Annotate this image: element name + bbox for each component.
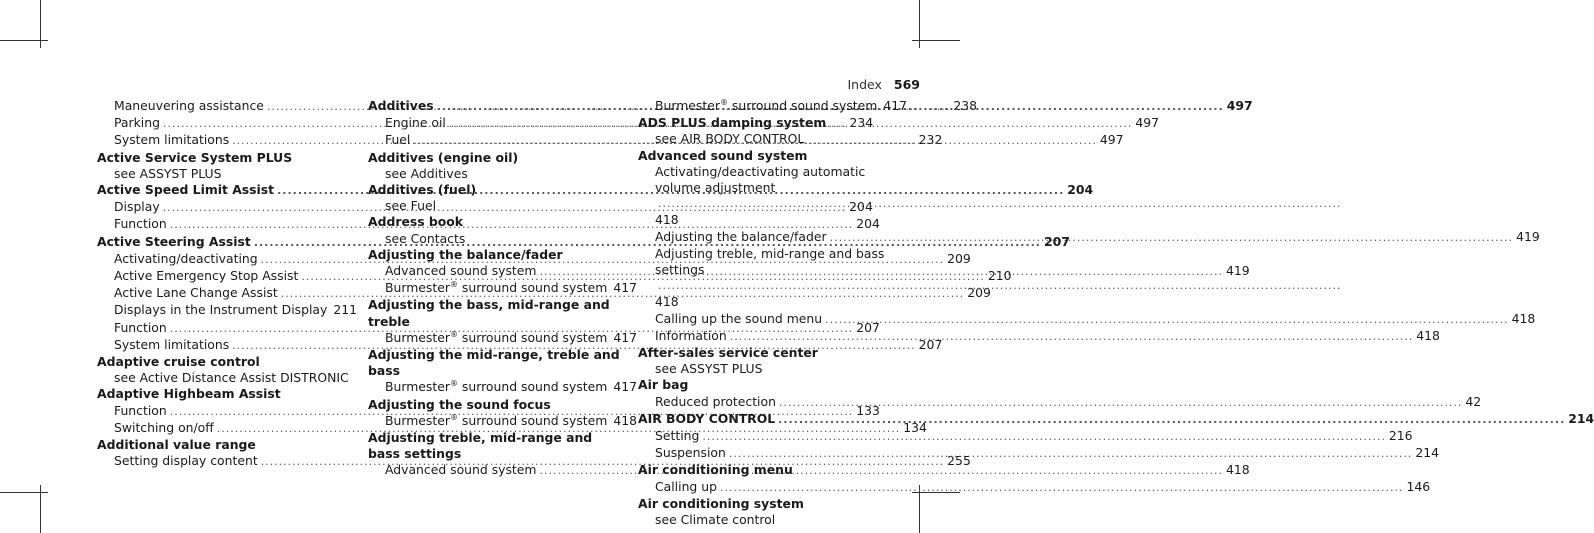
index-subentry <box>638 246 886 311</box>
subentry-text <box>655 229 827 245</box>
index-entry <box>638 496 886 528</box>
index-heading: After-sales service center <box>638 345 818 361</box>
index-subentry <box>368 379 638 396</box>
subentry-label: Calling up the sound menu <box>655 310 823 326</box>
index-subentry <box>97 302 358 319</box>
page-ref[interactable]: 418 <box>1416 327 1440 343</box>
subentry-text <box>655 164 886 196</box>
see-reference[interactable]: see Active Distance Assist DISTRONIC <box>114 370 349 386</box>
page-ref[interactable]: 497 <box>1226 98 1253 113</box>
subentry-text <box>385 413 607 429</box>
index-heading: Advanced sound system <box>638 147 808 163</box>
subentry-label: Function <box>114 319 167 335</box>
subentry-label: Reduced protection <box>655 393 776 409</box>
dot-leader <box>658 278 1341 294</box>
page-ref[interactable]: 204 <box>856 216 880 232</box>
subentry-label-rest: surround sound system <box>727 98 878 113</box>
see-reference[interactable]: see AIR BODY CONTROL <box>655 131 805 147</box>
registered-mark: ® <box>449 412 458 422</box>
page-ref[interactable]: 210 <box>987 268 1012 284</box>
page-ref[interactable]: 232 <box>918 132 943 148</box>
subentry-label: Adjusting treble, mid-range and bass settings <box>655 245 885 278</box>
index-heading: Active Service System PLUS <box>97 149 293 165</box>
subentry-label: Active Emergency Stop Assist <box>114 268 299 284</box>
registered-mark: ® <box>719 97 728 107</box>
page-ref[interactable]: 255 <box>947 453 971 469</box>
subentry-label: Suspension <box>655 445 726 461</box>
subentry-label: System limitations <box>114 132 230 148</box>
index-subentry <box>368 412 638 430</box>
subentry-label: Burmester <box>655 98 720 113</box>
index-heading: ADS PLUS damping system <box>638 115 827 131</box>
index-heading: Adjusting the sound focus <box>368 396 551 412</box>
page-ref[interactable]: 418 <box>613 412 638 428</box>
subentry-label: Function <box>114 402 167 418</box>
page-ref[interactable]: 204 <box>1067 182 1094 198</box>
subentry-label: Maneuvering assistance <box>114 98 264 113</box>
page-ref[interactable]: 42 <box>1465 393 1482 409</box>
index-entry <box>368 396 638 430</box>
page-ref[interactable]: 417 <box>613 280 638 296</box>
index-heading: Additives (fuel) <box>368 182 477 198</box>
subentry-text <box>385 379 607 395</box>
page-number: 569 <box>893 77 920 92</box>
index-entry <box>368 150 626 182</box>
subentry-label: Burmester <box>385 379 450 395</box>
page-ref[interactable]: 204 <box>849 199 873 215</box>
page-ref[interactable]: 209 <box>967 285 991 301</box>
subentry-label: Information <box>655 327 727 343</box>
index-entry <box>638 97 908 115</box>
subentry-text <box>114 251 258 267</box>
subentry-text <box>655 311 822 327</box>
subentry-text <box>655 246 886 278</box>
crop-mark <box>0 492 48 493</box>
page-ref[interactable]: 238 <box>953 98 978 113</box>
heading-text: Active Speed Limit Assist <box>97 182 275 198</box>
subentry-label-rest: surround sound system <box>457 329 608 345</box>
subentry-label: Displays in the Instrument Display <box>114 302 328 318</box>
subentry-text <box>114 320 167 336</box>
index-subentry <box>638 393 1482 411</box>
page-ref[interactable]: 417 <box>613 379 638 395</box>
subentry-text <box>114 403 167 419</box>
subentry-label: Setting display content <box>114 453 258 469</box>
page-ref[interactable]: 418 <box>655 212 679 228</box>
index-heading: Air bag <box>638 377 689 393</box>
registered-mark: ® <box>449 379 458 389</box>
page-ref[interactable]: 419 <box>1225 263 1250 279</box>
subentry-label-rest: surround sound system <box>457 412 608 428</box>
subentry-label: Parking <box>114 115 160 131</box>
subentry-label: Switching on/off <box>114 419 214 435</box>
index-subentry <box>638 478 1431 496</box>
page-ref[interactable]: 418 <box>655 294 679 310</box>
page-ref[interactable]: 211 <box>333 302 358 318</box>
page-ref[interactable]: 497 <box>1099 132 1124 148</box>
subentry-text <box>385 263 536 279</box>
subentry-text <box>385 462 536 478</box>
page-ref[interactable]: 418 <box>1225 462 1250 478</box>
subentry-label: Activating/deactivating <box>114 250 258 266</box>
dot-leader <box>729 446 1412 462</box>
index-heading: Adjusting treble, mid-range and bass settings <box>368 430 593 462</box>
index-heading: Adaptive cruise control <box>97 354 260 370</box>
page-ref[interactable]: 417 <box>883 98 908 113</box>
index-entry <box>368 182 626 214</box>
subentry-text <box>114 115 160 131</box>
index-heading: Address book <box>368 214 464 230</box>
see-reference[interactable]: see Additives <box>385 165 468 181</box>
subentry-label: Advanced sound system <box>385 462 537 478</box>
subentry-text <box>114 302 327 318</box>
subentry-text <box>655 428 699 444</box>
page-ref[interactable]: 418 <box>1511 310 1536 326</box>
subentry-label: Burmester <box>385 280 450 296</box>
subentry-text <box>385 330 607 346</box>
index-heading: Air conditioning system <box>638 495 804 511</box>
page-ref[interactable]: 497 <box>1135 115 1160 131</box>
index-entry <box>368 214 626 246</box>
subentry-text <box>655 394 776 410</box>
subentry-text <box>114 268 298 284</box>
index-entry <box>97 354 349 386</box>
subentry-text <box>114 199 160 215</box>
index-subentry <box>638 310 1536 328</box>
page-ref[interactable]: 207 <box>856 319 880 335</box>
subentry-label: Function <box>114 216 167 232</box>
page-ref[interactable]: 207 <box>1043 233 1070 249</box>
subentry-label: Burmester <box>385 412 450 428</box>
page-ref[interactable]: 214 <box>1568 410 1594 426</box>
heading-text: Active Steering Assist <box>97 233 251 249</box>
page-ref[interactable]: 234 <box>849 115 874 131</box>
subentry-text <box>655 445 726 461</box>
index-heading: Adjusting the balance/fader <box>368 246 563 262</box>
index-subentry <box>638 428 1413 445</box>
see-reference[interactable]: see Climate control <box>655 512 776 528</box>
crop-mark <box>0 40 48 41</box>
dot-leader <box>830 230 1513 246</box>
subentry-label: Calling up <box>655 478 717 494</box>
subentry-label: Advanced sound system <box>385 263 537 279</box>
dot-leader <box>720 480 1403 496</box>
index-entry <box>638 377 1482 410</box>
index-heading: Adaptive Highbeam Assist <box>97 386 281 402</box>
index-heading: Adjusting the mid-range, treble and bass <box>368 347 620 379</box>
see-reference[interactable]: see Contacts <box>385 230 466 246</box>
page-ref[interactable]: 146 <box>1406 478 1431 494</box>
subentry-text <box>655 328 727 344</box>
subentry-text <box>114 132 229 148</box>
index-entry <box>638 115 886 147</box>
subentry-text <box>114 98 264 114</box>
page-ref[interactable]: 209 <box>947 250 971 266</box>
subentry-text <box>655 479 717 495</box>
subentry-label: Display <box>114 199 160 215</box>
dot-leader <box>730 329 1413 345</box>
subentry-text <box>385 132 410 148</box>
page-ref[interactable]: 419 <box>1516 228 1540 244</box>
page-ref[interactable]: 207 <box>918 336 943 352</box>
subentry-label: Active Lane Change Assist <box>114 285 278 301</box>
subentry-label: System limitations <box>114 336 230 352</box>
index-entry <box>368 347 638 397</box>
index-heading: Adjusting the bass, mid-range and treble <box>368 297 610 329</box>
subentry-text <box>385 115 446 131</box>
see-reference[interactable]: see ASSYST PLUS <box>114 165 222 181</box>
page-header <box>847 77 920 92</box>
subentry-label: Engine oil <box>385 115 446 131</box>
heading-text: AIR BODY CONTROL <box>638 410 776 426</box>
index-heading: Air conditioning menu <box>638 462 793 478</box>
registered-mark: ® <box>449 329 458 339</box>
index-subentry <box>638 164 886 229</box>
see-reference[interactable]: see ASSYST PLUS <box>655 361 763 377</box>
page-ref[interactable]: 214 <box>1415 445 1439 461</box>
subentry-label-rest: surround sound system <box>457 379 608 395</box>
heading-text: Additives <box>368 98 434 113</box>
subentry-text <box>114 337 229 353</box>
subentry-label: Burmester <box>385 329 450 345</box>
section-title: Index <box>847 77 882 92</box>
dot-leader <box>779 395 1462 411</box>
page-ref[interactable]: 417 <box>613 329 638 345</box>
dot-leader <box>825 312 1508 328</box>
page-ref[interactable]: 134 <box>903 419 927 435</box>
page-ref[interactable]: 216 <box>1388 428 1413 444</box>
subentry-text <box>385 280 607 296</box>
subentry-label-rest: surround sound system <box>457 280 608 296</box>
index-heading: Additives (engine oil) <box>368 149 519 165</box>
registered-mark: ® <box>449 280 458 290</box>
index-entry <box>638 345 886 377</box>
subentry-text <box>114 216 167 232</box>
subentry-text <box>114 285 278 301</box>
crop-mark <box>912 40 960 41</box>
index-subentry <box>368 280 638 297</box>
subentry-text <box>655 98 877 114</box>
dot-leader <box>658 196 1341 212</box>
subentry-text <box>114 453 258 469</box>
dot-leader <box>702 429 1385 445</box>
see-reference[interactable]: see Fuel <box>385 198 437 214</box>
page-ref[interactable]: 133 <box>856 402 880 418</box>
index-subentry <box>638 97 908 115</box>
subentry-label: Adjusting the balance/fader <box>655 228 827 244</box>
subentry-label: Activating/deactivating automatic volume adjustment <box>655 163 866 196</box>
index-heading: Additional value range <box>97 437 256 453</box>
index-entry <box>97 150 349 182</box>
index-subentry <box>368 329 638 347</box>
subentry-text <box>114 420 214 436</box>
subentry-label: Setting <box>655 428 700 444</box>
dot-leader <box>778 412 1565 428</box>
index-entry <box>368 297 638 347</box>
subentry-label: Fuel <box>385 132 411 148</box>
